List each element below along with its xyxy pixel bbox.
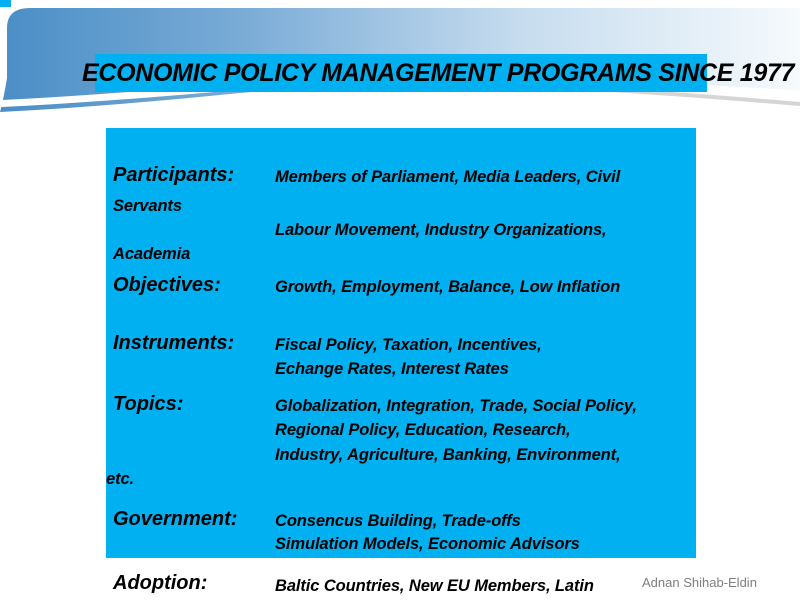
- objectives-value: Growth, Employment, Balance, Low Inflation: [275, 278, 621, 296]
- topics-value-line3: Industry, Agriculture, Banking, Environment,: [275, 446, 621, 464]
- instruments-value-line2: Echange Rates, Interest Rates: [275, 360, 509, 378]
- participants-value-line1: Members of Parliament, Media Leaders, Civil: [275, 168, 621, 186]
- instruments-label: Instruments:: [113, 332, 235, 354]
- topics-value-line4: etc.: [106, 470, 135, 488]
- topics-value-line1: Globalization, Integration, Trade, Social Policy,: [275, 397, 637, 415]
- topics-label: Topics:: [113, 393, 184, 415]
- corner-accent-square: [0, 0, 11, 7]
- slide-title: ECONOMIC POLICY MANAGEMENT PROGRAMS SINCE 1977: [82, 59, 795, 87]
- participants-value-line2: Servants: [113, 197, 182, 215]
- government-value-line1: Consencus Building, Trade-offs: [275, 512, 521, 530]
- participants-label: Participants:: [113, 164, 235, 186]
- instruments-value-line1: Fiscal Policy, Taxation, Incentives,: [275, 336, 542, 354]
- government-label: Government:: [113, 508, 238, 530]
- participants-value-line3: Labour Movement, Industry Organizations,: [275, 221, 607, 239]
- topics-value-line2: Regional Policy, Education, Research,: [275, 421, 571, 439]
- adoption-label: Adoption:: [113, 572, 208, 594]
- government-value-line2: Simulation Models, Economic Advisors: [275, 535, 580, 553]
- adoption-value: Baltic Countries, New EU Members, Latin: [275, 577, 594, 595]
- author-credit: Adnan Shihab-Eldin: [642, 575, 757, 590]
- objectives-label: Objectives:: [113, 274, 221, 296]
- participants-value-line4: Academia: [113, 245, 191, 263]
